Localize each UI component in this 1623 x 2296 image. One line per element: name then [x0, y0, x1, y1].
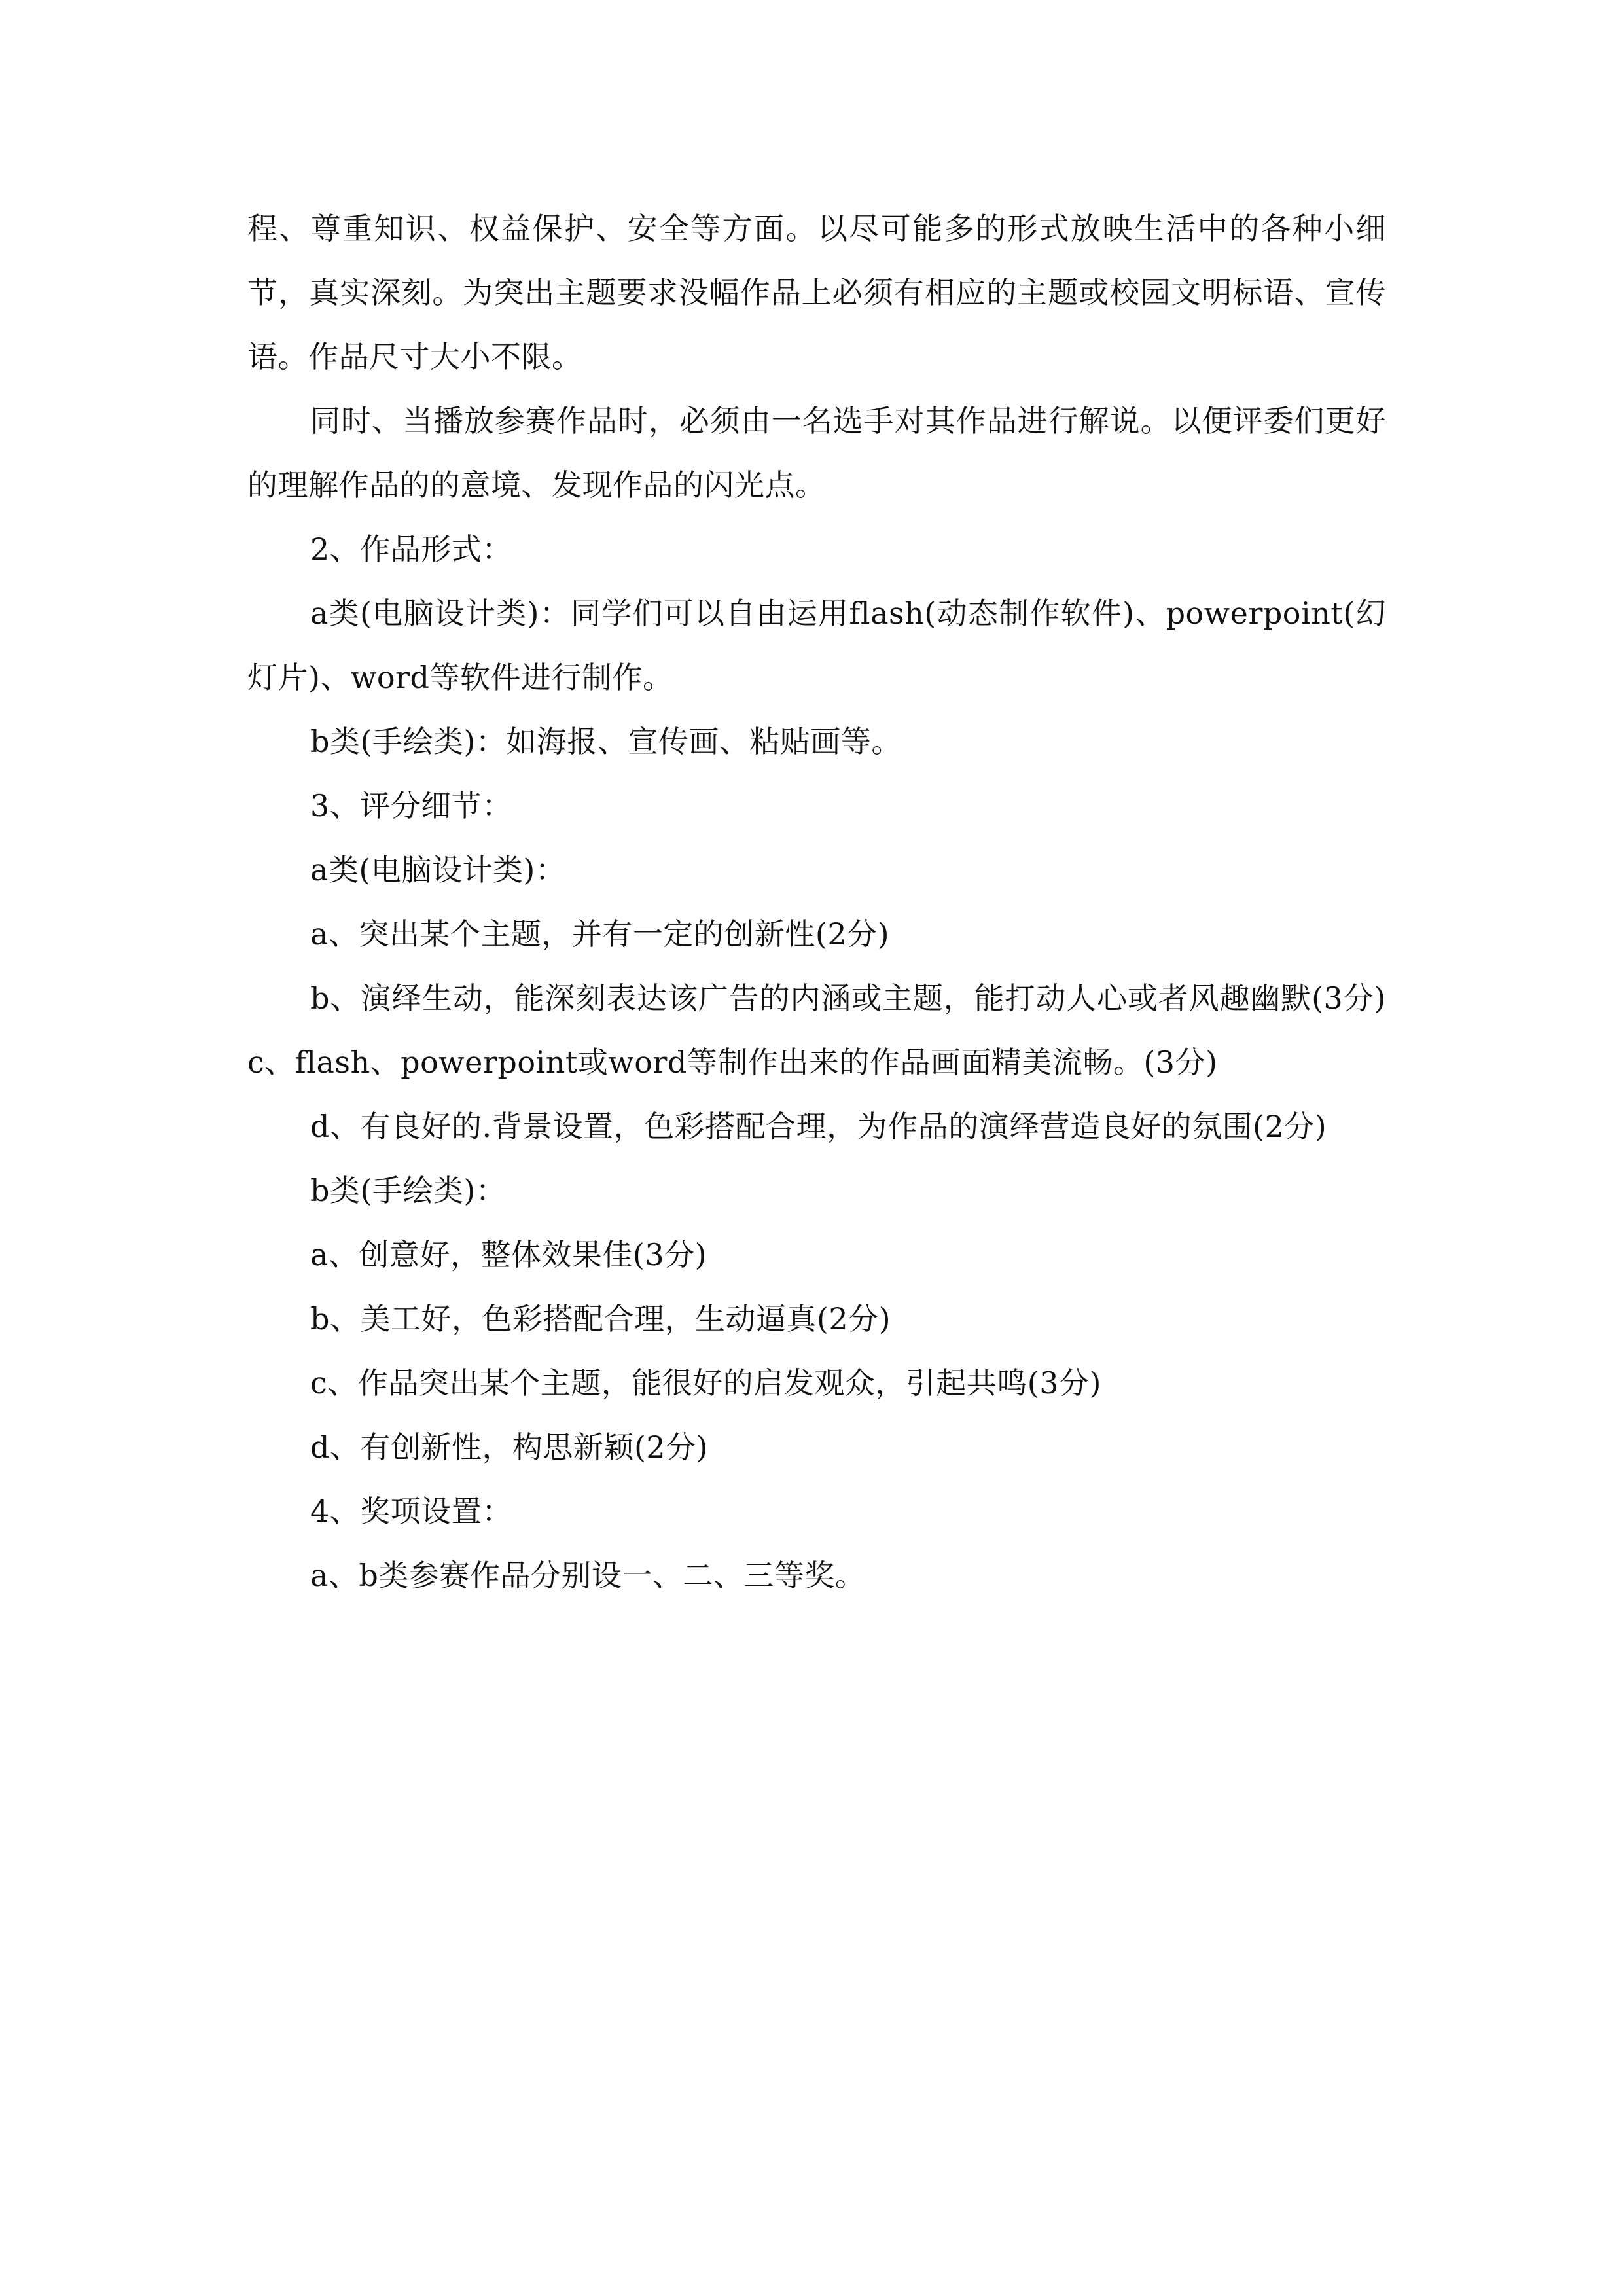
scoring-item-a1: a、突出某个主题，并有一定的创新性(2分) [310, 916, 890, 952]
subheading-category-a-scoring: a类(电脑设计类)： [310, 852, 566, 888]
scoring-item-b1: a、创意好，整体效果佳(3分) [310, 1237, 707, 1272]
heading-awards: 4、奖项设置： [310, 1494, 512, 1529]
paragraph-category-a: a类(电脑设计类)：同学们可以自由运用flash(动态制作软件)、powerpoint(幻灯片)、word等软件进行制作。 [247, 596, 1386, 695]
document-body [247, 196, 1386, 1607]
heading-scoring-details: 3、评分细节： [310, 788, 512, 823]
heading-work-format: 2、作品形式： [310, 531, 512, 567]
paragraph-commentary-requirement: 同时、当播放参赛作品时，必须由一名选手对其作品进行解说。以便评委们更好的理解作品的的意境、发现作品的闪光点。 [247, 403, 1386, 503]
scoring-item-b3: c、作品突出某个主题，能很好的启发观众，引起共鸣(3分) [310, 1365, 1101, 1401]
scoring-item-b2: b、美工好，色彩搭配合理，生动逼真(2分) [310, 1301, 891, 1336]
paragraph-awards: a、b类参赛作品分别设一、二、三等奖。 [310, 1558, 866, 1593]
scoring-item-a4: d、有良好的.背景设置，色彩搭配合理，为作品的演绎营造良好的氛围(2分) [310, 1109, 1327, 1144]
subheading-category-b-scoring: b类(手绘类)： [310, 1173, 507, 1208]
paragraph-category-b: b类(手绘类)：如海报、宣传画、粘贴画等。 [310, 724, 902, 759]
scoring-item-b4: d、有创新性，构思新颖(2分) [310, 1429, 709, 1465]
paragraph-intro-continuation: 程、尊重知识、权益保护、安全等方面。以尽可能多的形式放映生活中的各种小细节，真实深刻。为突出主题要求没幅作品上必须有相应的主题或校园文明标语、宣传语。作品尺寸大小不限。 [247, 211, 1386, 374]
scoring-item-a2: b、演绎生动，能深刻表达该广告的内涵或主题，能打动人心或者风趣幽默(3分)c、flash、powerpoint或word等制作出来的作品画面精美流畅。(3分) [247, 980, 1386, 1080]
